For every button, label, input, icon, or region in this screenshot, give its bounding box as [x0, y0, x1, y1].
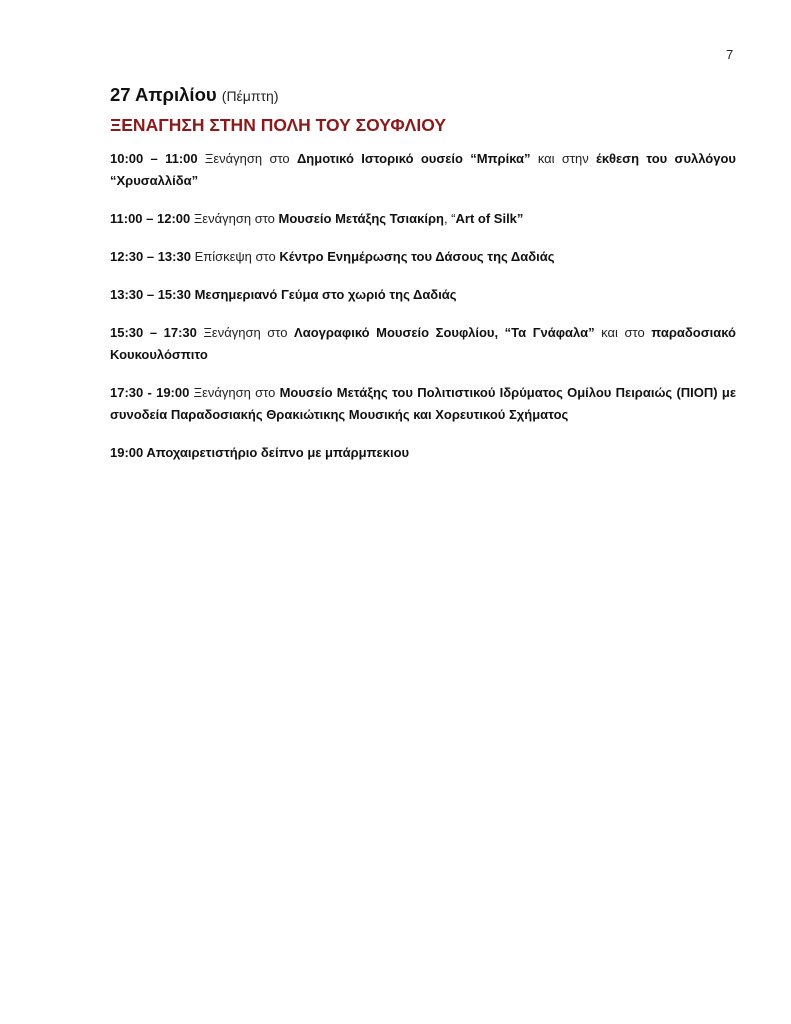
section-title: ΞΕΝΑΓΗΣΗ ΣΤΗΝ ΠΟΛΗ ΤΟΥ ΣΟΥΦΛΙΟΥ	[110, 115, 447, 135]
schedule-entry	[110, 382, 736, 426]
date-heading-date: 27 Απριλίου	[110, 84, 217, 105]
entry-time: 17:30 - 19:00	[110, 385, 190, 400]
page-number: 7	[726, 47, 734, 62]
entry-text: Ξενάγηση στο	[196, 325, 295, 340]
date-heading-day: (Πέμπτη)	[221, 88, 279, 104]
schedule-entry	[110, 322, 736, 366]
entry-text: Ξενάγηση στο	[190, 211, 279, 226]
schedule-entry	[110, 148, 736, 192]
entry-time: 11:00 – 12:00	[110, 211, 191, 226]
entry-venue: παραδοσιακό Κουκουλόσπιτο	[110, 325, 736, 362]
entry-time: 12:30 – 13:30	[110, 249, 191, 264]
entry-venue: έκθεση του συλλόγου “Χρυσαλλίδα”	[110, 151, 736, 188]
entry-time: 13:30 – 15:30	[110, 287, 191, 302]
entry-venue: Κέντρο Ενημέρωσης του Δάσους της Δαδιάς	[279, 249, 555, 264]
entry-time: 15:30 – 17:30	[110, 325, 197, 340]
document-body	[110, 82, 736, 480]
entry-activity: Μεσημεριανό Γεύμα στο χωριό της Δαδιάς	[190, 287, 457, 302]
schedule-entry	[110, 208, 736, 230]
schedule-entry	[110, 246, 736, 268]
schedule-entry	[110, 442, 736, 464]
entry-venue: Δημοτικό Ιστορικό ουσείο “Μπρίκα”	[296, 151, 531, 166]
entry-text: και στο	[594, 325, 652, 340]
entry-activity: Αποχαιρετιστήριο δείπνο με μπάρμπεκιου	[143, 445, 410, 460]
entry-text: και στην	[530, 151, 597, 166]
entry-text: , “	[443, 211, 456, 226]
date-heading	[110, 82, 736, 109]
entry-text: Επίσκεψη στο	[190, 249, 280, 264]
schedule-entry	[110, 284, 736, 306]
entry-text: Ξενάγηση στο	[189, 385, 280, 400]
entry-venue: Μουσείο Μετάξης Τσιακίρη	[278, 211, 444, 226]
schedule-list	[110, 148, 736, 464]
entry-venue: Λαογραφικό Μουσείο Σουφλίου, “Τα Γνάφαλα”	[294, 325, 595, 340]
entry-time: 10:00 – 11:00	[110, 151, 198, 166]
entry-venue: Art of Silk”	[455, 211, 524, 226]
entry-text: Ξενάγηση στο	[197, 151, 297, 166]
entry-time: 19:00	[110, 445, 144, 460]
entry-venue: Μουσείο Μετάξης του Πολιτιστικού Ιδρύματος Ομίλου Πειραιώς (ΠΙΟΠ) με συνοδεία Παραδοσιακής Θρακιώτικης Μουσικής και Χορευτικού Σχήματος	[110, 385, 736, 422]
